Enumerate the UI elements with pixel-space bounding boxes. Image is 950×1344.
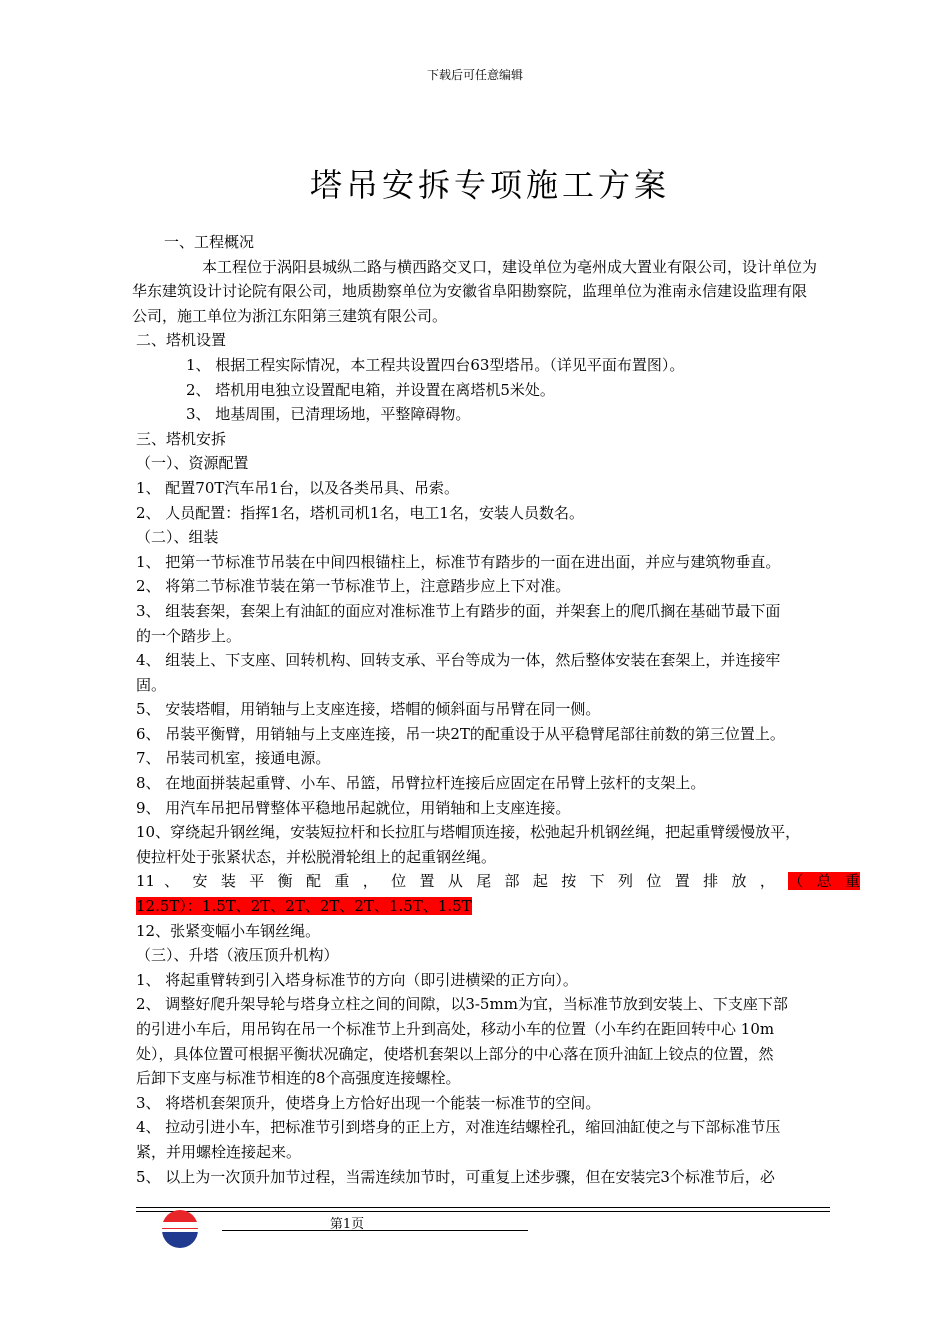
paragraph-line: 1、 将起重臂转到引入塔身标准节的方向（即引进横梁的正方向）。 [136,970,578,989]
document-title: 塔吊安拆专项施工方案 [309,166,670,204]
company-logo-icon [160,1208,200,1248]
header-note: 下载后可任意编辑 [426,68,523,82]
paragraph-line: 2、 将第二节标准节装在第一节标准节上，注意踏步应上下对准。 [136,577,571,596]
paragraph-line: 处），具体位置可根据平衡状况确定，使塔机套架以上部分的中心落在顶升油缸上铰点的位置，然 [136,1044,774,1063]
paragraph-line: 的引进小车后，用吊钩在吊一个标准节上升到高处，移动小车的位置（小车约在距回转中心 10m [136,1020,775,1038]
page-number-underline [222,1230,528,1231]
paragraph-line: 本工程位于涡阳县城纵二路与横西路交叉口，建设单位为亳州成大置业有限公司，设计单位为 [202,257,818,276]
paragraph-line: 二、塔机设置 [136,331,227,350]
page-number: 第1页 [329,1217,365,1232]
paragraph-line: （一）、资源配置 [136,454,249,473]
paragraph-block [132,230,860,869]
item-11-continuation [136,894,860,919]
paragraph-line: 固。 [136,675,167,694]
paragraph-line: 三、塔机安拆 [136,429,227,448]
paragraph-line: 的一个踏步上。 [136,626,242,645]
paragraph-line: 3、 地基周围，已清理场地，平整障碍物。 [186,405,471,424]
paragraph-line: 10、穿绕起升钢丝绳，安装短拉杆和长拉肛与塔帽顶连接，松弛起升机钢丝绳，把起重臂缓慢放平， [136,823,801,842]
paragraph-line: 1、 把第一节标准节吊装在中间四根锚柱上，标准节有踏步的一面在进出面，并应与建筑物垂直。 [136,552,781,571]
paragraph-line: 2、 调整好爬升架导轮与塔身立柱之间的间隙，以3-5mm为宜，当标准节放到安装上、下支座下部 [136,995,788,1014]
paragraph-line: （三）、升塔（液压顶升机构） [136,946,339,965]
paragraph-line: 8、 在地面拼装起重臂、小车、吊篮，吊臂拉杆连接后应固定在吊臂上弦杆的支架上。 [136,774,706,793]
paragraph-line: 1、 根据工程实际情况，本工程共设置四台63型塔吊。（详见平面布置图）。 [186,355,685,374]
paragraph-line: 5、 安装塔帽，用销轴与上支座连接，塔帽的倾斜面与吊臂在同一侧。 [136,700,601,719]
paragraph-block [136,919,860,1190]
paragraph-line: 3、 组装套架，套架上有油缸的面应对准标准节上有踏步的面，并架套上的爬爪搁在基础节最下面 [136,601,781,620]
highlighted-counterweight-list: 12.5T）：1.5T、2T、2T、2T、2T、1.5T、1.5T [136,897,472,916]
paragraph-line: 3、 将塔机套架顶升，使塔身上方恰好出现一个能装一标准节的空间。 [136,1093,601,1112]
paragraph-line: 2、 人员配置：指挥1名，塔机司机1名，电工1名，安装人员数名。 [136,503,584,522]
item-11-line [136,869,860,894]
paragraph-line: 5、 以上为一次顶升加节过程，当需连续加节时，可重复上述步骤，但在安装完3个标准节后，必 [136,1167,775,1186]
paragraph-line: 后卸下支座与标准节相连的8个高强度连接螺栓。 [136,1069,461,1088]
paragraph-line: 公司，施工单位为浙江东阳第三建筑有限公司。 [132,306,448,325]
item-11-text: 11 、 安 装 平 衡 配 重 ， 位 置 从 尾 部 起 按 下 列 位 置 排 放 ， [136,872,780,891]
paragraph-line: 6、 吊装平衡臂，用销轴与上支座连接，吊一块2T的配重设于从平稳臂尾部往前数的第三位置上。 [136,724,785,743]
paragraph-line: 华东建筑设计讨论院有限公司，地质勘察单位为安徽省阜阳勘察院，监理单位为淮南永信建设监理有限 [132,282,808,301]
paragraph-line: 紧，并用螺栓连接起来。 [136,1142,302,1161]
paragraph-line: 使拉杆处于张紧状态，并松脱滑轮组上的起重钢丝绳。 [136,847,497,866]
paragraph-line: 2、 塔机用电独立设置配电箱，并设置在离塔机5米处。 [186,380,555,399]
highlighted-total-weight: （ 总 重 [788,872,860,891]
paragraph-line: 4、 组装上、下支座、回转机构、回转支承、平台等成为一体，然后整体安装在套架上，并连接牢 [136,651,781,670]
paragraph-line: 4、 拉动引进小车，把标准节引到塔身的正上方，对准连结螺栓孔，缩回油缸使之与下部标准节压 [136,1118,781,1137]
paragraph-line: 9、 用汽车吊把吊臂整体平稳地吊起就位，用销轴和上支座连接。 [136,798,571,817]
paragraph-line: （二）、组装 [136,528,219,547]
paragraph-line: 一、工程概况 [164,233,255,251]
paragraph-line: 12、张紧变幅小车钢丝绳。 [136,921,321,940]
paragraph-line: 1、 配置70T汽车吊1台，以及各类吊具、吊索。 [136,478,459,497]
footer-rule [136,1207,830,1208]
document-body [132,230,860,1189]
paragraph-line: 7、 吊装司机室，接通电源。 [136,749,331,768]
footer-rule [136,1211,830,1212]
